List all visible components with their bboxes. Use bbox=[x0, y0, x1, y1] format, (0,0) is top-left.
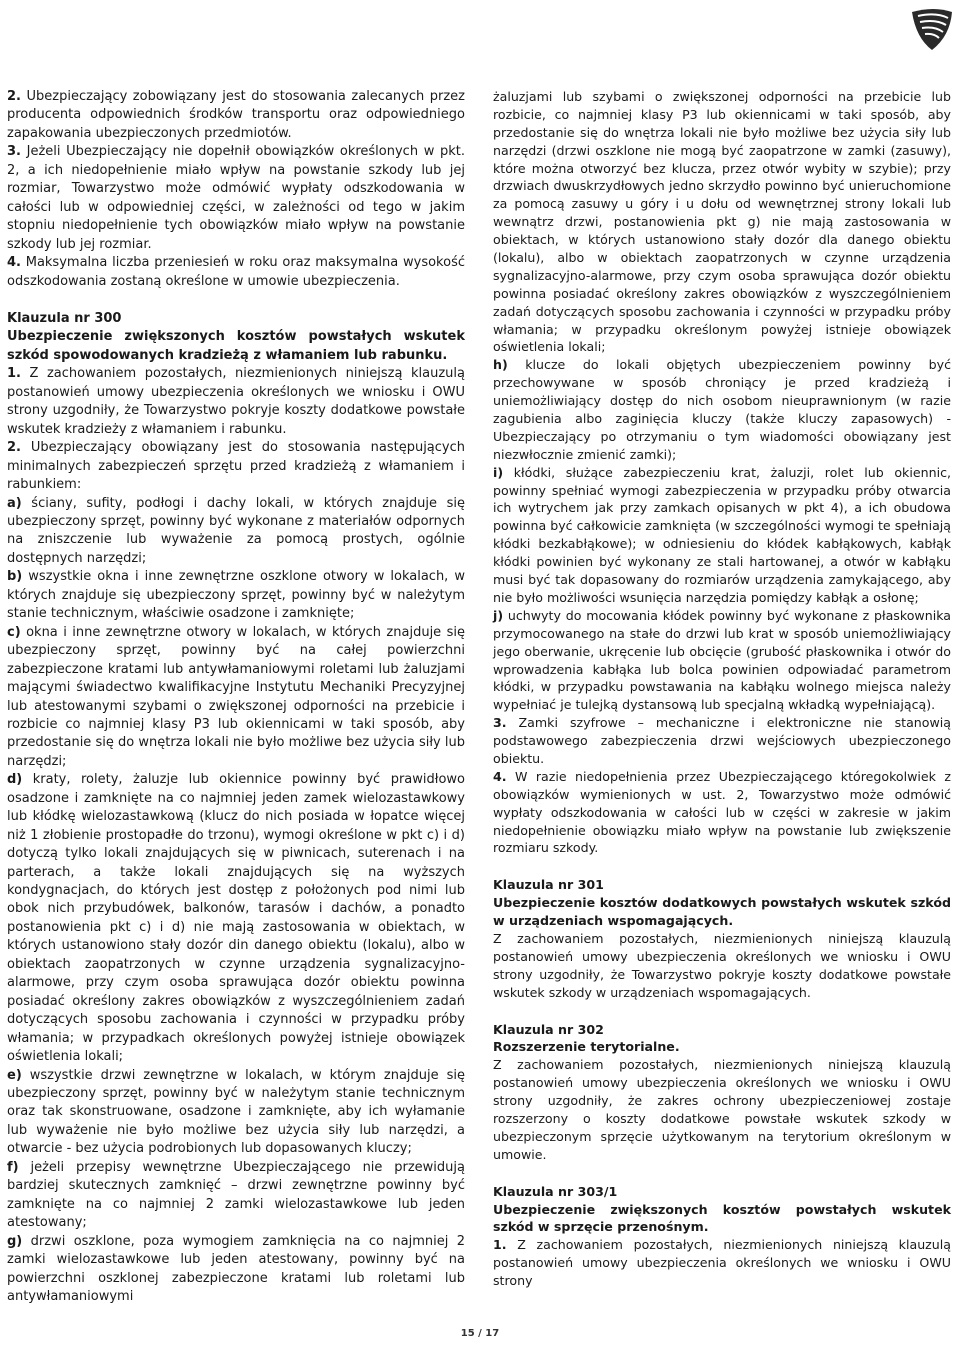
paragraph-text: jeżeli przepisy wewnętrzne Ubezpieczającego nie przewidują bardziej skutecznych zamknięć – drzwi zewnętrzne powinny być zamknięte na co najmniej 2 zamki wielozastawkowe lub jeden atestowany; bbox=[7, 1159, 465, 1231]
item-label: 4. bbox=[493, 768, 507, 784]
item-label: 4. bbox=[7, 255, 21, 271]
paragraph bbox=[493, 464, 951, 607]
paragraph bbox=[7, 1233, 465, 1307]
item-label: 2. bbox=[7, 89, 21, 104]
item-label: e) bbox=[7, 1067, 22, 1083]
clause-heading: Ubezpieczenie zwiększonych kosztów powstałych wskutek szkód w sprzęcie przenośnym. bbox=[493, 1201, 951, 1235]
item-label: 1. bbox=[493, 1237, 507, 1253]
paragraph-text: klucze do lokali objętych ubezpieczeniem powinny być przechowywane w sposób chroniący je przed kradzieżą i uniemożliwiający dostęp do nich osobom nieuprawnionym (w razie zagubienia albo zaginięcia kluczy (także kluczy zapasowych) - Ubezpieczający po otrzymaniu o tym wiadomości obowiązany jest niezwłocznie zmienić zamki); bbox=[493, 357, 951, 462]
item-label: h) bbox=[493, 357, 508, 373]
paragraph bbox=[7, 1159, 465, 1233]
paragraph-text: Maksymalna liczba przeniesień w roku oraz maksymalna wysokość odszkodowania zostaną określone w umowie ubezpieczenia. bbox=[7, 255, 465, 289]
paragraph bbox=[7, 143, 465, 254]
paragraph-text: uchwyty do mocowania kłódek powinny być wykonane z płaskownika przymocowanego na stałe do drzwi lub krat w sposób uniemożliwiający jego oberwanie, ukręcenie lub obcięcie (grubość płaskownika i otwór do wprowadzenia kabłąka lub bolca powinien odpowiadać parametrom kłódki, w przypadku powstawania na kabłąku wolnego miejsca należy wypełniać je tulejką dystansową lub specjalną wkładką wypełniającą). bbox=[493, 607, 951, 713]
paragraph bbox=[7, 439, 465, 494]
clause-heading: Rozszerzenie terytorialne. bbox=[493, 1039, 680, 1055]
paragraph bbox=[493, 607, 951, 714]
paragraph bbox=[493, 356, 951, 463]
wing-shield-logo-icon bbox=[910, 6, 954, 52]
item-label: a) bbox=[7, 495, 22, 511]
paragraph-text: Z zachowaniem pozostałych, niezmienionych niniejszą klauzulą postanowień umowy ubezpieczenia określonych we wniosku i OWU strony uzgodniły, że Towarzystwo pokryje koszty dodatkowe powstałe wskutek szkody w urządzeniach wspomagających. bbox=[493, 930, 951, 1000]
paragraph-text: Ubezpieczający zobowiązany jest do stosowania zalecanych przez producenta odpowiednich środków transportu oraz odpowiedniego zapakowania ubezpieczonych przedmiotów. bbox=[7, 89, 465, 141]
item-label: 3. bbox=[7, 144, 21, 160]
clause-heading: Klauzula nr 301 bbox=[493, 877, 604, 893]
paragraph-text: żaluzjami lub szybami o zwiększonej odporności na przebicie lub rozbicie, co najmniej klasy P3 lub okiennicami w taki sposób, aby przedostanie się do wnętrza lokali nie było możliwe bez użycia siły lub narzędzi (drzwi oszklone nie mogą być zaopatrzone w zamki (zasuwy), które można otworzyć bez klucza, przez otwór wybity w szybie); przy drzwiach dwuskrzydłowych jedno skrzydło powinno być unieruchomione za pomocą zasuwy u góry i u dołu od wewnętrznej strony lokali lub wewnątrz drzwi, postanowienia pkt g) nie mają zastosowania w obiektach, w których ustanowiono stały dozór dla danego obiektu (lokalu), albo w obiektach zaopatrzonych w czynne urządzenia sygnalizacyjno-alarmowe, przy czym osoba sprawująca dozór obiektu powinna posiadać określony zakres obowiązków z wyszczególnieniem zadań dotyczących sposobu zachowania i czynności w przypadku próby włamania; w przypadku określonym powyżej istnieje obowiązek oświetlenia lokali; bbox=[493, 89, 951, 355]
paragraph bbox=[7, 1067, 465, 1159]
paragraph-text: Z zachowaniem pozostałych, niezmienionych niniejszą klauzulą postanowień umowy ubezpieczenia określonych we wniosku i OWU strony uzgodniły, że Towarzystwo pokryje koszty dodatkowe powstałe wskutek kradzieży z włamaniem i rabunku. bbox=[7, 366, 465, 437]
paragraph bbox=[7, 624, 465, 772]
page-number: 15 / 17 bbox=[460, 1328, 500, 1339]
paragraph-text: wszystkie drzwi zewnętrzne w lokalach, w którym znajduje się ubezpieczony sprzęt, powinny być w należytym stanie technicznym oraz tak skonstruowane, osadzone i zamknięte, aby ich wyłamanie lub wyważenie nie było możliwe bez użycia siły lub narzędzi, a otwarcie - bez użycia podrobionych lub dopasowanych kluczy; bbox=[7, 1067, 465, 1157]
item-label: b) bbox=[7, 569, 23, 585]
left-column bbox=[7, 88, 465, 1306]
paragraph-text: kłódki, służące zabezpieczeniu krat, żaluzji, rolet lub okiennic, powinny spełniać wymogi zabezpieczenia w przypadku próby otwarcia ich wytrychem jak przy zamkach opisanych w pkt 4), a ich obudowa powinna być całkowicie zamknięta (w szczególności wymogi te spełniają kłódki bezkabłąkowe); w odniesieniu do kłódek kabłąkowych, kabłąk kłódki powinien być wykonany ze stali hartowanej, a otwór w kabłąku musi być tak dopasowany do rozmiarów urządzenia zamykającego, aby nie było możliwości wsunięcia narzędzia pomiędzy kabłąk a osłonę; bbox=[493, 464, 951, 605]
paragraph bbox=[7, 254, 465, 291]
paragraph bbox=[493, 714, 951, 768]
item-label: f) bbox=[7, 1159, 19, 1175]
paragraph bbox=[493, 768, 951, 857]
paragraph-text: Z zachowaniem pozostałych, niezmienionych niniejszą klauzulą postanowień umowy ubezpieczenia określonych we wniosku i OWU strony uzgodniły, że zakres ochrony ubezpieczeniowej zostaje rozszerzony o koszty dodatkowe powstałe wskutek szkody w ubezpieczonym sprzęcie użytkowanym na terytorium określonym w umowie. bbox=[493, 1057, 951, 1162]
item-label: i) bbox=[493, 464, 504, 480]
clause-heading: Ubezpieczenie kosztów dodatkowych powstałych wskutek szkód w urządzeniach wspomagających. bbox=[493, 895, 951, 929]
item-label: c) bbox=[7, 624, 21, 640]
paragraph-text: wszystkie okna i inne zewnętrzne oszklone otwory w lokalach, w których znajduje się ubezpieczony sprzęt, powinny być w należytym stanie technicznym, właściwie osadzone i zamknięte; bbox=[7, 569, 465, 622]
item-label: 1. bbox=[7, 366, 21, 382]
paragraph bbox=[493, 1056, 951, 1163]
paragraph-text: Jeżeli Ubezpieczający nie dopełnił obowiązków określonych w pkt. 2, a ich niedopełnienie miało wpływ na powstanie szkody lub jej rozmiar, Towarzystwo może odmówić wypłaty odszkodowania w całości lub w odpowiedniej części, w zależności od tego w jakim stopniu niedopełnienie tych obowiązków miało wpływ na powstanie szkody lub jej rozmiar. bbox=[7, 144, 465, 252]
paragraph bbox=[7, 568, 465, 623]
paragraph bbox=[7, 771, 465, 1066]
item-label: g) bbox=[7, 1233, 23, 1249]
paragraph-text: okna i inne zewnętrzne otwory w lokalach, w których znajduje się ubezpieczony sprzęt, powinny być na całej powierzchni zabezpieczone kratami lub antywłamaniowymi roletami lub żaluzjami mającymi świadectwo kwalifikacyjne Instytutu Mechaniki Precyzyjnej lub atestowanymi szybami o zwiększonej odporności na przebicie i rozbicie co najmniej klasy P3 lub okiennicami w taki sposób, aby przedostanie się do wnętrza lokali nie było możliwe bez użycia siły lub narzędzi; bbox=[7, 624, 465, 769]
clause-heading: Klauzula nr 303/1 bbox=[493, 1183, 618, 1199]
item-label: d) bbox=[7, 772, 23, 788]
paragraph bbox=[7, 88, 465, 143]
clause-heading: Ubezpieczenie zwiększonych kosztów powstałych wskutek szkód spowodowanych kradzieżą z włamaniem lub rabunku. bbox=[7, 329, 465, 363]
paragraph bbox=[493, 88, 951, 356]
paragraph bbox=[7, 365, 465, 439]
clause-heading: Klauzula nr 302 bbox=[493, 1021, 604, 1037]
paragraph-text: Z zachowaniem pozostałych, niezmienionych niniejszą klauzulą postanowień umowy ubezpieczenia określonych we wniosku i OWU strony bbox=[493, 1237, 951, 1289]
paragraph-text: kraty, rolety, żaluzje lub okiennice powinny być prawidłowo osadzone i zamknięte na co najmniej jeden zamek wielozastawkowy lub kłódkę wielozastawkową (klucz do nich posiada w łopatce więcej niż 1 złobienie prostopadłe do trzonu), wymogi określone w pkt c) i d) dotyczą tylko lokali znajdujących się w piwnicach, suterenach i na parterach, a także lokali znajdujących się na wyższych kondygnacjach, do których jest dostęp z położonych pod nimi lub obok nich przybudówek, balkonów, tarasów i dachów, a ponadto postanowienia pkt c) i d) nie mają zastosowania w obiektach, w których ustanowiono stały dozór din danego obiektu (lokalu), albo w obiektach zaopatrzonych w czynne urządzenia sygnalizacyjno-alarmowe, przy czym osoba sprawująca dozór obiektu powinna posiadać określony zakres obowiązków z wyszczególnieniem zadań dotyczących sposobu zachowania i czynności w przypadku próby włamania; w przypadkach określonych powyżej istnieje obowiązek oświetlenia lokali; bbox=[7, 772, 465, 1065]
clause-heading: Klauzula nr 300 bbox=[7, 310, 122, 326]
right-column bbox=[493, 88, 951, 1290]
item-label: 2. bbox=[7, 440, 21, 456]
paragraph-text: ściany, sufity, podłogi i dachy lokali, w których znajduje się ubezpieczony sprzęt, powinny być wykonane z materiałów odpornych na zniszczenie lub wyważenie za pomocą prostych, ogólnie dostępnych narzędzi; bbox=[7, 495, 465, 566]
paragraph bbox=[493, 1236, 951, 1290]
paragraph bbox=[493, 930, 951, 1002]
paragraph-text: drzwi oszklone, poza wymogiem zamknięcia na co najmniej 2 zamki wielozastawkowe lub jeden atestowany, powinny być na powierzchni oszklonej zabezpieczone kratami lub roletami lub antywłamaniowymi bbox=[7, 1233, 465, 1304]
paragraph-text: W razie niedopełnienia przez Ubezpieczającego któregokolwiek z obowiązków wymienionych w ust. 2, Towarzystwo może odmówić wypłaty odszkodowania w całości lub w części w zakresie w jakim niedopełnienie obowiązku miało wpływ na powstanie lub zwiększenie rozmiaru szkody. bbox=[493, 768, 951, 856]
paragraph-text: Ubezpieczający obowiązany jest do stosowania następujących minimalnych zabezpieczeń sprzętu przed kradzieżą z włamaniem i rabunkiem: bbox=[7, 440, 465, 493]
item-label: j) bbox=[493, 607, 504, 623]
item-label: 3. bbox=[493, 715, 507, 731]
paragraph-text: Zamki szyfrowe – mechaniczne i elektroniczne nie stanowią podstawowego zabezpieczenia drzwi wejściowych ubezpieczonego obiektu. bbox=[493, 715, 951, 766]
paragraph bbox=[7, 495, 465, 569]
